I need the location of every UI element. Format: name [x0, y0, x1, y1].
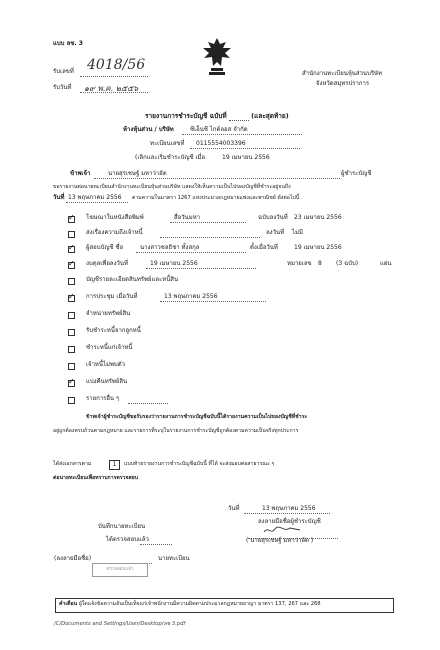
item-extra-label-3: ตั้งเมื่อวันที่	[250, 244, 278, 251]
item-checkbox-6[interactable]	[68, 295, 75, 302]
item-checkbox-11[interactable]	[68, 380, 75, 387]
office-line2: จังหวัดสมุทรปราการ	[316, 80, 370, 87]
report-title: รายงานการชำระบัญชี ฉบับที่ (และสุดท้าย)	[145, 112, 289, 120]
registrar-note-1: บันทึกนายทะเบียน	[98, 523, 146, 530]
item-checkbox-3[interactable]	[68, 246, 75, 253]
start-label: (เลิกและเริ่มชำระบัญชี เมื่อ	[135, 154, 206, 161]
item-extra-value-3: 19 เมษายน 2556	[294, 244, 342, 251]
item-label-9: ชำระหนี้แก่เจ้าหนี้	[86, 344, 133, 351]
certify-line1: ข้าพเจ้าผู้ชำระบัญชีขอรับรองว่ารายงานการชำระบัญชีฉบับนี้ได้รายงานความเป็นไปของบัญชีที่ชำระ	[86, 414, 308, 420]
item-checkbox-9[interactable]	[68, 346, 75, 353]
item-label-5: บัญชีรายละเอียดสินทรัพย์และหนี้สิน	[86, 276, 179, 283]
certify-line4: ต่อนายทะเบียนเพื่อทราบการตรวจสอบ	[53, 475, 139, 481]
document-count-box: 1	[109, 460, 120, 470]
footer-path: /C/Documents and Settings/User/Desktop/ลช 3.pdf	[54, 621, 186, 627]
warning-text: คำเตือน ผู้ใดแจ้งข้อความอันเป็นเท็จแก่เจ้าพนักงานมีความผิดตามประมวลกฎหมายอาญา มาตรา 137, 267 และ 268	[59, 601, 321, 607]
liquidator-role: ผู้ชำระบัญชี	[341, 170, 372, 177]
item-extra-label-2: ลงวันที่	[266, 229, 285, 236]
signer-name: ( นายสุรเชษฐ์ มหาว่าอัต )	[246, 537, 314, 544]
item-label-6: การประชุม เมื่อวันที่	[86, 293, 138, 300]
item-checkbox-4[interactable]	[68, 262, 75, 269]
start-date: 19 เมษายน 2556	[222, 154, 270, 161]
company-name: ซีเอ็นซี ไกด์ลอส จำกัด	[190, 126, 248, 133]
item-extra-value-4: 8	[318, 260, 322, 267]
item-checkbox-5[interactable]	[68, 278, 75, 285]
item-checkbox-8[interactable]	[68, 329, 75, 336]
company-type-label: ห้างหุ้นส่วน / บริษัท	[123, 126, 174, 133]
item-extra-label-1: ฉบับลงวันที่	[258, 214, 288, 221]
received-no-label: รับเลขที่	[53, 68, 74, 75]
item-extra-value-1: 23 เมษายน 2556	[294, 214, 342, 221]
form-code: แบบ ลช. 3	[53, 40, 83, 47]
item-label-4: งบดุลเพื่อลงวันที่	[86, 260, 128, 267]
item-checkbox-7[interactable]	[68, 312, 75, 319]
para-line2-tail: ตามความในมาตรา 1267 แห่งประมวลกฎหมายแพ่งและพาณิชย์ ดังต่อไปนี้	[132, 195, 300, 201]
item-value-6: 13 พฤษภาคม 2556	[164, 293, 218, 300]
liquidator-signature	[262, 524, 302, 536]
item-count-unit-4: แผ่น	[380, 260, 392, 267]
item-label-8: รับชำระหนี้จากลูกหนี้	[86, 327, 141, 334]
item-extra-value-2: ไม่มี	[292, 229, 303, 236]
item-count-4: (3 ฉบับ)	[336, 260, 359, 267]
para-line1: ขอรายงานต่อนายทะเบียนสำนักงานทะเบียนหุ้นส่วนบริษัท แสดงให้เห็นความเป็นไปของบัญชีที่ชำระอยู่จนถึง	[53, 184, 291, 190]
para-date: 13 พฤษภาคม 2556	[68, 194, 122, 201]
item-checkbox-1[interactable]	[68, 216, 75, 223]
item-value-4: 19 เมษายน 2556	[150, 260, 198, 267]
item-checkbox-2[interactable]	[68, 231, 75, 238]
reg-no-value: 0115554003396	[196, 140, 246, 147]
item-label-10: เจ้าหนี้ไม่พบตัว	[86, 361, 125, 368]
sign-date-value: 13 พฤษภาคม 2556	[262, 505, 316, 512]
received-date-value: ๑๙ พ.ค. ๒๕๕๖	[84, 84, 139, 93]
certify-line2: อยู่ถูกต้องครบถ้วนตามกฎหมาย และรายการที่ระบุในรายงานการชำระบัญชีถูกต้องตามความเป็นจริงทุกประการ	[53, 428, 299, 434]
item-extra-label-4: หมายเลข	[287, 260, 312, 267]
certify-line3-a: ได้ส่งเอกสารตาม	[53, 461, 92, 467]
item-label-11: แบ่งคืนทรัพย์สิน	[86, 378, 128, 385]
registrar-stamp: ตรวจสอบแล้ว	[92, 563, 148, 577]
received-no-value: 4018/56	[87, 57, 146, 73]
item-label-12: รายการอื่น ๆ	[86, 395, 120, 402]
sign-label: ลงลายมือชื่อผู้ชำระบัญชี	[258, 518, 321, 525]
certify-line3-b: แบบท้ายรายงานการชำระบัญชีฉบับนี้ ที่ได้ จะส่งมอบต่อสาธารณะ ๆ	[124, 461, 275, 467]
para-date-label: วันที่	[53, 194, 65, 201]
item-value-1: สื่อวันมหา	[174, 214, 201, 221]
item-value-3: นางสาวชลธิชา ทั้งสกุล	[140, 244, 200, 251]
garuda-emblem	[200, 36, 234, 78]
item-label-1: โฆษณาในหนังสือพิมพ์	[86, 214, 144, 221]
reg-no-label: ทะเบียนเลขที่	[150, 140, 185, 147]
item-checkbox-10[interactable]	[68, 363, 75, 370]
item-checkbox-12[interactable]	[68, 397, 75, 404]
registrar-note-2: ได้ตรวจสอบแล้ว	[106, 536, 149, 543]
registrar-sign-label: (ลงลายมือชื่อ)	[54, 555, 92, 562]
item-label-7: จำหน่ายทรัพย์สิน	[86, 310, 131, 317]
item-label-2: ส่งเรื่องความถึงเจ้าหนี้	[86, 229, 143, 236]
office-line1: สำนักงานทะเบียนหุ้นส่วนบริษัท	[302, 70, 382, 77]
registrar-title: นายทะเบียน	[158, 555, 190, 562]
sign-date-label: วันที่	[228, 505, 240, 512]
item-label-3: ผู้สอบบัญชี ชื่อ	[86, 244, 124, 251]
liquidator-name: นายสุรเชษฐ์ มหาว่าอัต	[108, 170, 167, 177]
liquidator-prefix: ข้าพเจ้า	[70, 170, 91, 177]
received-date-label: รับวันที่	[53, 84, 72, 91]
